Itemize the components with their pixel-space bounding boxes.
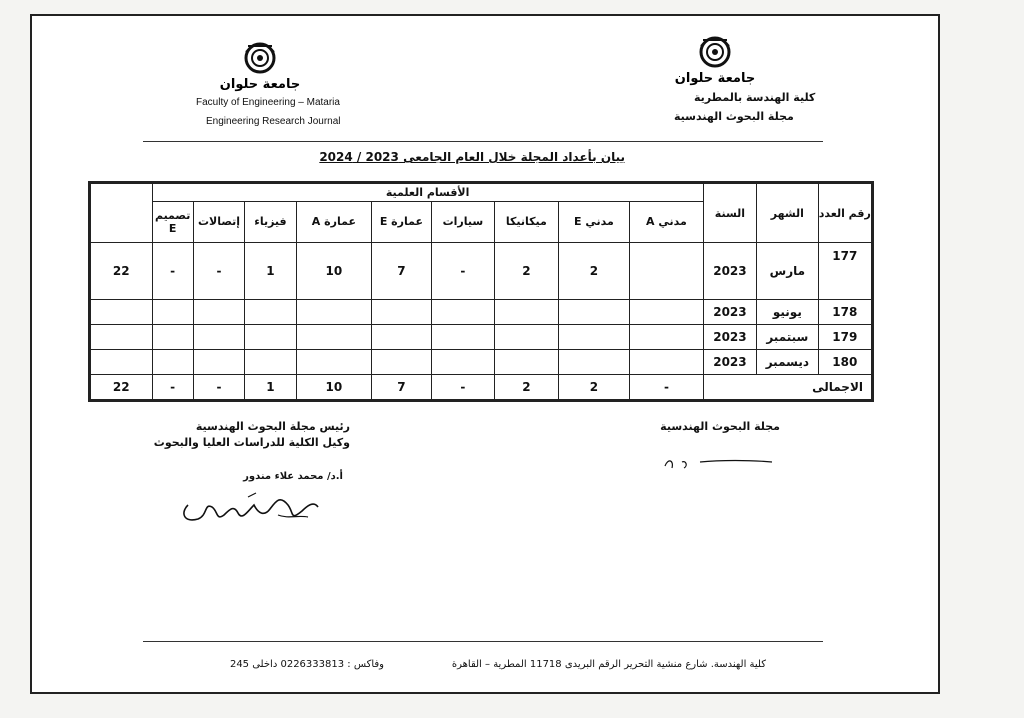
row-total: 22 [90, 243, 153, 300]
value-cell: 7 [372, 243, 431, 300]
issues-table [88, 181, 874, 402]
value-cell: 2 [558, 243, 630, 300]
dept-header: ميكانيكا [495, 201, 558, 242]
dept-header: إتصالات [193, 201, 244, 242]
value-cell [431, 350, 494, 375]
value-cell: 1 [245, 243, 296, 300]
signature-block-left [153, 420, 350, 452]
handwritten-signature [178, 485, 323, 530]
value-cell [558, 300, 630, 325]
handwritten-initials [660, 450, 775, 475]
month: يونيو [757, 300, 818, 325]
faculty-name-en: Faculty of Engineering – Mataria [196, 97, 340, 108]
total-cell: - [431, 375, 494, 401]
value-cell [372, 325, 431, 350]
value-cell [245, 325, 296, 350]
value-cell [152, 300, 193, 325]
month: مارس [757, 243, 818, 300]
footer-divider [143, 641, 823, 642]
dept-header: مدني A [630, 201, 704, 242]
table-row [90, 300, 873, 325]
grand-total: 22 [90, 375, 153, 401]
signatory-title-2: وكيل الكلية للدراسات العليا والبحوث [153, 436, 350, 449]
value-cell [372, 300, 431, 325]
value-cell [630, 243, 704, 300]
value-cell [630, 350, 704, 375]
dept-header: مدني E [558, 201, 630, 242]
value-cell [296, 325, 372, 350]
svg-text:جامعة حلوان: جامعة حلوان [674, 71, 756, 86]
table-row [90, 243, 873, 300]
value-cell [296, 350, 372, 375]
signature-block-right: مجلة البحوث الهندسية [660, 420, 780, 433]
total-cell: 1 [245, 375, 296, 401]
value-cell [296, 300, 372, 325]
issue-number: 177 [818, 243, 872, 300]
dept-header: فيزياء [245, 201, 296, 242]
value-cell [152, 350, 193, 375]
value-cell [193, 325, 244, 350]
value-cell [193, 300, 244, 325]
university-logo-left [219, 36, 301, 96]
value-cell [495, 325, 558, 350]
year: 2023 [703, 325, 756, 350]
col-year-header: السنة [703, 183, 756, 243]
journal-name-ar: مجلة البحوث الهندسية [674, 110, 794, 123]
signatory-title-1: رئيس مجلة البحوث الهندسية [195, 420, 350, 433]
signatory-name: أ.د/ محمد علاء مندور [243, 471, 343, 482]
document-title: بيان بأعداد المجلة خلال العام الجامعى 2023 / 2024 [319, 150, 625, 164]
university-logo-right [674, 30, 756, 90]
value-cell [245, 300, 296, 325]
value-cell [495, 300, 558, 325]
year: 2023 [703, 300, 756, 325]
month: سبتمبر [757, 325, 818, 350]
col-month-header: الشهر [757, 183, 818, 243]
dept-header: تصميم E [152, 201, 193, 242]
issue-number: 180 [818, 350, 872, 375]
row-total [90, 300, 153, 325]
col-total-header [90, 183, 153, 243]
total-cell: 10 [296, 375, 372, 401]
header-divider [143, 141, 823, 142]
value-cell: 10 [296, 243, 372, 300]
value-cell [245, 350, 296, 375]
table-row [90, 350, 873, 375]
row-total [90, 325, 153, 350]
value-cell [193, 350, 244, 375]
value-cell [558, 350, 630, 375]
total-label: الاجمالى [703, 375, 872, 401]
value-cell [152, 325, 193, 350]
value-cell [495, 350, 558, 375]
value-cell: 2 [495, 243, 558, 300]
footer-address: كلية الهندسة. شارع منشية التحرير الرقم البريدى 11718 المطرية – القاهرة [451, 659, 766, 670]
value-cell [431, 325, 494, 350]
issue-number: 178 [818, 300, 872, 325]
value-cell: - [152, 243, 193, 300]
month: ديسمبر [757, 350, 818, 375]
total-cell: - [630, 375, 704, 401]
value-cell: - [193, 243, 244, 300]
total-row [90, 375, 873, 401]
year: 2023 [703, 243, 756, 300]
col-issue-header: رقم العدد [818, 183, 872, 243]
total-cell: 7 [372, 375, 431, 401]
value-cell: - [431, 243, 494, 300]
dept-header: عمارة A [296, 201, 372, 242]
total-cell: - [152, 375, 193, 401]
footer-fax: وفاكس : 0226333813 داخلى 245 [229, 659, 384, 670]
value-cell [431, 300, 494, 325]
total-cell: 2 [558, 375, 630, 401]
dept-header: سيارات [431, 201, 494, 242]
faculty-name-ar: كلية الهندسة بالمطرية [694, 91, 816, 104]
value-cell [630, 325, 704, 350]
journal-name-en: Engineering Research Journal [206, 116, 341, 127]
departments-group-header: الأقسام العلمية [152, 183, 703, 202]
dept-header: عمارة E [372, 201, 431, 242]
value-cell [372, 350, 431, 375]
row-total [90, 350, 153, 375]
total-cell: - [193, 375, 244, 401]
year: 2023 [703, 350, 756, 375]
svg-text:جامعة حلوان: جامعة حلوان [219, 77, 301, 92]
total-cell: 2 [495, 375, 558, 401]
value-cell [630, 300, 704, 325]
table-row [90, 325, 873, 350]
value-cell [558, 325, 630, 350]
issue-number: 179 [818, 325, 872, 350]
